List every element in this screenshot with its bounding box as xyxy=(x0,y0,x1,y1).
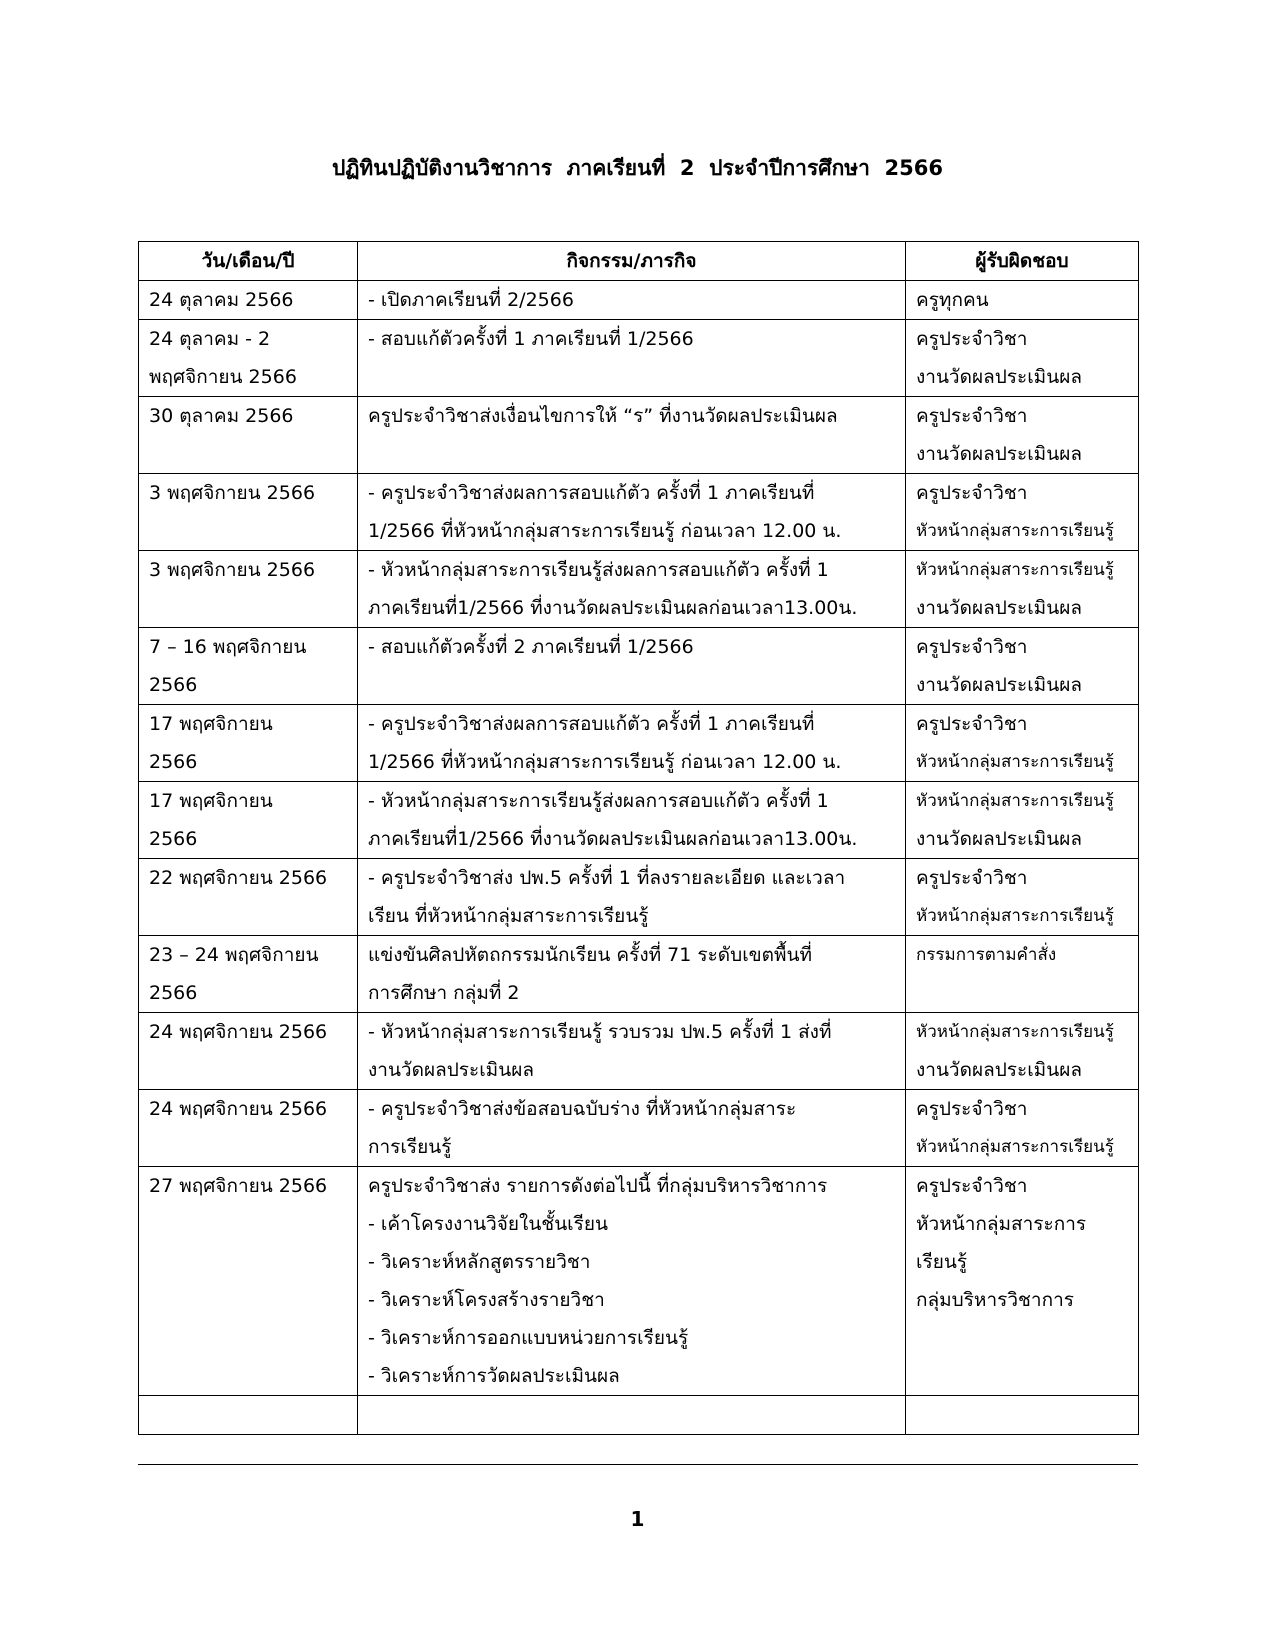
activity-text: - สอบแก้ตัวครั้งที่ 2 ภาคเรียนที่ 1/2566 xyxy=(368,636,694,658)
table-row xyxy=(139,936,1139,1013)
responsible-text: งานวัดผลประเมินผล xyxy=(916,597,1082,619)
date-cell xyxy=(139,936,358,1013)
activity-cell xyxy=(358,551,906,628)
activity-cell xyxy=(358,320,906,397)
date-cell xyxy=(139,551,358,628)
empty-cell xyxy=(139,1396,358,1435)
activity-text: ครูประจำวิชาส่ง รายการดังต่อไปนี้ ที่กลุ่มบริหารวิชาการ xyxy=(368,1175,828,1197)
date-text: 30 ตุลาคม 2566 xyxy=(149,405,294,427)
responsible-cell xyxy=(906,551,1139,628)
activity-text: - ครูประจำวิชาส่ง ปพ.5 ครั้งที่ 1 ที่ลงรายละเอียด และเวลา xyxy=(368,867,846,889)
date-cell xyxy=(139,397,358,474)
responsible-cell xyxy=(906,705,1139,782)
table-row xyxy=(139,859,1139,936)
responsible-text: หัวหน้ากลุ่มสาระการเรียนรู้ xyxy=(916,521,1114,541)
activity-text: - เค้าโครงงานวิจัยในชั้นเรียน xyxy=(368,1213,609,1235)
responsible-cell xyxy=(906,1013,1139,1090)
activity-text: ครูประจำวิชาส่งเงื่อนไขการให้ “ร” ที่งานวัดผลประเมินผล xyxy=(368,405,838,427)
responsible-text: ครูประจำวิชา xyxy=(916,713,1028,735)
responsible-text: หัวหน้ากลุ่มสาระการเรียนรู้ xyxy=(916,1022,1114,1042)
date-text: 3 พฤศจิกายน 2566 xyxy=(149,559,316,581)
responsible-text: งานวัดผลประเมินผล xyxy=(916,1059,1082,1081)
header-activity: กิจกรรม/ภารกิจ xyxy=(358,242,906,281)
date-cell xyxy=(139,474,358,551)
date-text: 17 พฤศจิกายน xyxy=(149,790,273,812)
activity-text: - ครูประจำวิชาส่งข้อสอบฉบับร่าง ที่หัวหน้ากลุ่มสาระ xyxy=(368,1098,797,1120)
schedule-table xyxy=(138,241,1139,1435)
empty-cell xyxy=(906,1396,1139,1435)
responsible-cell xyxy=(906,859,1139,936)
footer-divider xyxy=(138,1464,1138,1465)
responsible-text: งานวัดผลประเมินผล xyxy=(916,443,1082,465)
activity-text: - วิเคราะห์โครงสร้างรายวิชา xyxy=(368,1289,605,1311)
activity-cell xyxy=(358,1167,906,1396)
responsible-text: หัวหน้ากลุ่มสาระการเรียนรู้ xyxy=(916,791,1114,811)
table-row xyxy=(139,705,1139,782)
table-row xyxy=(139,320,1139,397)
activity-cell xyxy=(358,281,906,320)
responsible-text: งานวัดผลประเมินผล xyxy=(916,674,1082,696)
activity-text: ภาคเรียนที่1/2566 ที่งานวัดผลประเมินผลก่อนเวลา13.00น. xyxy=(368,828,858,850)
date-text: 24 ตุลาคม 2566 xyxy=(149,289,294,311)
activity-text: - ครูประจำวิชาส่งผลการสอบแก้ตัว ครั้งที่ 1 ภาคเรียนที่ xyxy=(368,482,815,504)
date-cell xyxy=(139,1167,358,1396)
activity-text: งานวัดผลประเมินผล xyxy=(368,1059,534,1081)
table-row xyxy=(139,628,1139,705)
date-cell xyxy=(139,1013,358,1090)
responsible-cell xyxy=(906,936,1139,1013)
responsible-text: ครูทุกคน xyxy=(916,289,989,311)
activity-text: - ครูประจำวิชาส่งผลการสอบแก้ตัว ครั้งที่ 1 ภาคเรียนที่ xyxy=(368,713,815,735)
page-title: ปฏิทินปฏิบัติงานวิชาการ ภาคเรียนที่ 2 ประจำปีการศึกษา 2566 xyxy=(331,156,944,180)
date-text: 17 พฤศจิกายน xyxy=(149,713,273,735)
activity-text: 1/2566 ที่หัวหน้ากลุ่มสาระการเรียนรู้ ก่อนเวลา 12.00 น. xyxy=(368,751,842,773)
date-cell xyxy=(139,1090,358,1167)
date-text: พฤศจิกายน 2566 xyxy=(149,366,297,388)
responsible-text: หัวหน้ากลุ่มสาระการเรียนรู้ xyxy=(916,560,1114,580)
activity-cell xyxy=(358,397,906,474)
date-text: 23 – 24 พฤศจิกายน xyxy=(149,944,319,966)
activity-text: - วิเคราะห์การวัดผลประเมินผล xyxy=(368,1365,620,1387)
date-text: 24 พฤศจิกายน 2566 xyxy=(149,1098,328,1120)
responsible-text: เรียนรู้ xyxy=(916,1251,968,1273)
date-text: 3 พฤศจิกายน 2566 xyxy=(149,482,316,504)
activity-text: การศึกษา กลุ่มที่ 2 xyxy=(368,982,520,1004)
responsible-text: ครูประจำวิชา xyxy=(916,867,1028,889)
date-text: 22 พฤศจิกายน 2566 xyxy=(149,867,328,889)
date-cell xyxy=(139,859,358,936)
responsible-text: กลุ่มบริหารวิชาการ xyxy=(916,1289,1074,1311)
date-cell xyxy=(139,281,358,320)
page-number: 1 xyxy=(630,1507,645,1531)
activity-text: - หัวหน้ากลุ่มสาระการเรียนรู้ รวบรวม ปพ.5 ครั้งที่ 1 ส่งที่ xyxy=(368,1021,832,1043)
activity-cell xyxy=(358,1090,906,1167)
activity-cell xyxy=(358,782,906,859)
table-row xyxy=(139,551,1139,628)
activity-cell xyxy=(358,1013,906,1090)
table-row xyxy=(139,1167,1139,1396)
date-text: 27 พฤศจิกายน 2566 xyxy=(149,1175,328,1197)
activity-cell xyxy=(358,705,906,782)
table-row xyxy=(139,1090,1139,1167)
table-row xyxy=(139,1013,1139,1090)
table-row xyxy=(139,474,1139,551)
date-cell xyxy=(139,782,358,859)
activity-text: แข่งขันศิลปหัตถกรรมนักเรียน ครั้งที่ 71 ระดับเขตพื้นที่ xyxy=(368,944,813,966)
responsible-cell xyxy=(906,320,1139,397)
activity-text: - หัวหน้ากลุ่มสาระการเรียนรู้ส่งผลการสอบแก้ตัว ครั้งที่ 1 xyxy=(368,559,829,581)
responsible-text: หัวหน้ากลุ่มสาระการเรียนรู้ xyxy=(916,1137,1114,1157)
responsible-cell xyxy=(906,628,1139,705)
activity-text: - สอบแก้ตัวครั้งที่ 1 ภาคเรียนที่ 1/2566 xyxy=(368,328,694,350)
date-text: 2566 xyxy=(149,982,198,1004)
activity-text: - หัวหน้ากลุ่มสาระการเรียนรู้ส่งผลการสอบแก้ตัว ครั้งที่ 1 xyxy=(368,790,829,812)
header-date: วัน/เดือน/ปี xyxy=(139,242,358,281)
date-text: 7 – 16 พฤศจิกายน xyxy=(149,636,307,658)
activity-cell xyxy=(358,859,906,936)
activity-cell xyxy=(358,628,906,705)
responsible-text: กรรมการตามคำสั่ง xyxy=(916,945,1057,965)
date-cell xyxy=(139,628,358,705)
table-header-row xyxy=(139,242,1139,281)
activity-text: การเรียนรู้ xyxy=(368,1136,452,1158)
responsible-text: ครูประจำวิชา xyxy=(916,405,1028,427)
responsible-text: ครูประจำวิชา xyxy=(916,328,1028,350)
responsible-text: ครูประจำวิชา xyxy=(916,1098,1028,1120)
responsible-text: ครูประจำวิชา xyxy=(916,1175,1028,1197)
responsible-text: ครูประจำวิชา xyxy=(916,482,1028,504)
responsible-cell xyxy=(906,1167,1139,1396)
date-text: 24 พฤศจิกายน 2566 xyxy=(149,1021,328,1043)
empty-table-row xyxy=(139,1396,1139,1435)
date-text: 2566 xyxy=(149,828,198,850)
header-responsible: ผู้รับผิดชอบ xyxy=(906,242,1139,281)
activity-text: ภาคเรียนที่1/2566 ที่งานวัดผลประเมินผลก่อนเวลา13.00น. xyxy=(368,597,858,619)
date-cell xyxy=(139,705,358,782)
date-text: 2566 xyxy=(149,751,198,773)
activity-text: - เปิดภาคเรียนที่ 2/2566 xyxy=(368,289,574,311)
activity-text: - วิเคราะห์หลักสูตรรายวิชา xyxy=(368,1251,591,1273)
activity-text: เรียน ที่หัวหน้ากลุ่มสาระการเรียนรู้ xyxy=(368,905,649,927)
date-text: 2566 xyxy=(149,674,198,696)
responsible-cell xyxy=(906,782,1139,859)
responsible-text: งานวัดผลประเมินผล xyxy=(916,366,1082,388)
empty-cell xyxy=(358,1396,906,1435)
table-row xyxy=(139,397,1139,474)
activity-text: - วิเคราะห์การออกแบบหน่วยการเรียนรู้ xyxy=(368,1327,689,1349)
responsible-text: ครูประจำวิชา xyxy=(916,636,1028,658)
responsible-cell xyxy=(906,397,1139,474)
activity-cell xyxy=(358,474,906,551)
responsible-text: หัวหน้ากลุ่มสาระการเรียนรู้ xyxy=(916,906,1114,926)
responsible-text: หัวหน้ากลุ่มสาระการเรียนรู้ xyxy=(916,752,1114,772)
responsible-cell xyxy=(906,474,1139,551)
date-text: 24 ตุลาคม - 2 xyxy=(149,328,271,350)
responsible-text: หัวหน้ากลุ่มสาระการ xyxy=(916,1213,1087,1235)
date-cell xyxy=(139,320,358,397)
responsible-text: งานวัดผลประเมินผล xyxy=(916,828,1082,850)
activity-text: 1/2566 ที่หัวหน้ากลุ่มสาระการเรียนรู้ ก่อนเวลา 12.00 น. xyxy=(368,520,842,542)
responsible-cell xyxy=(906,1090,1139,1167)
responsible-cell xyxy=(906,281,1139,320)
activity-cell xyxy=(358,936,906,1013)
table-row xyxy=(139,782,1139,859)
table-row xyxy=(139,281,1139,320)
